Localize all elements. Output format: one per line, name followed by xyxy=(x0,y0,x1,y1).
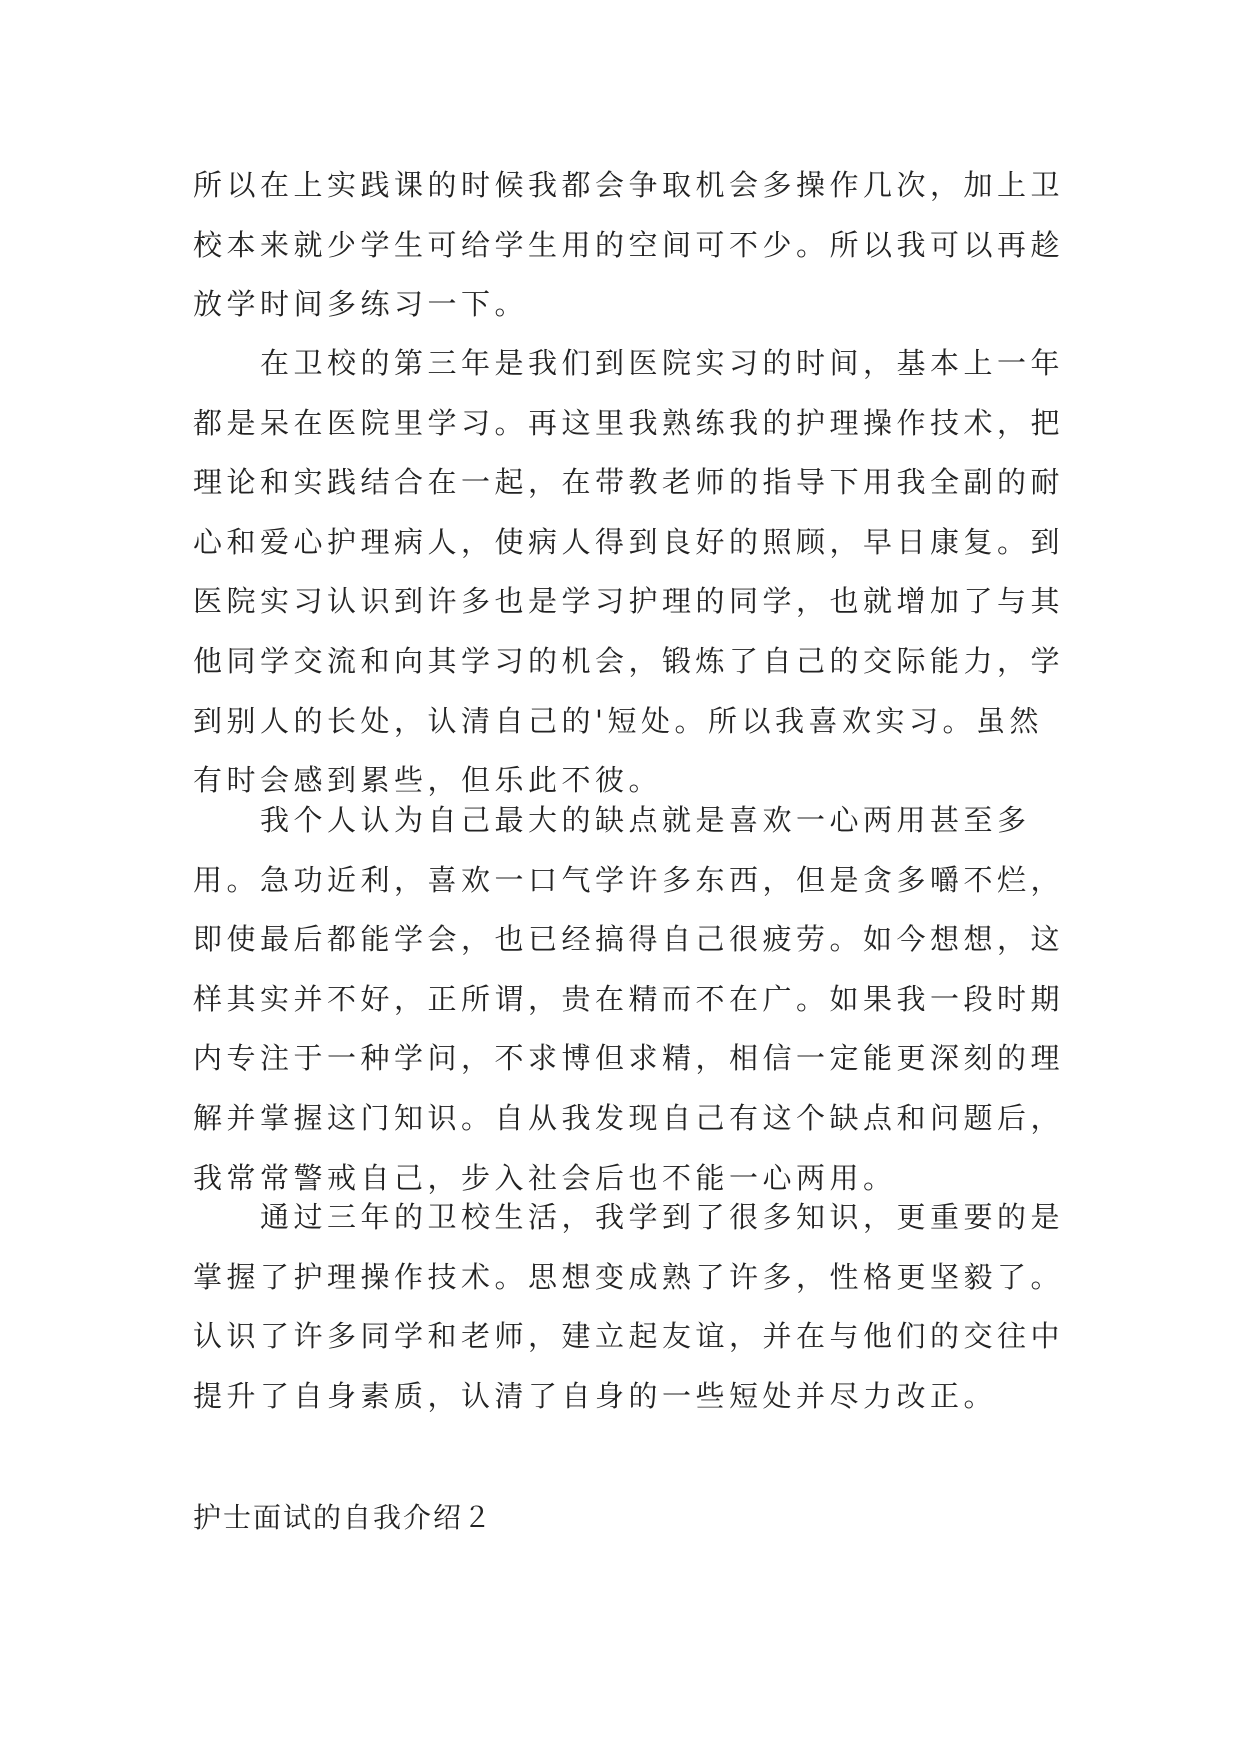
text-line: 有时会感到累些，但乐此不彼。 xyxy=(193,763,663,798)
text-line: 我常常警戒自己，步入社会后也不能一心两用。 xyxy=(193,1160,897,1195)
text-line: 解并掌握这门知识。自从我发现自己有这个缺点和问题后， xyxy=(193,1100,1065,1135)
text-line: 掌握了护理操作技术。思想变成熟了许多，性格更坚毅了。 xyxy=(193,1259,1065,1294)
text-line: 放学时间多练习一下。 xyxy=(193,287,529,322)
paragraph-weakness xyxy=(193,791,1065,1208)
text-line: 医院实习认识到许多也是学习护理的同学，也就增加了与其 xyxy=(193,584,1065,619)
text-line: 内专注于一种学问，不求博但求精，相信一定能更深刻的理 xyxy=(193,1041,1065,1076)
text-line: 心和爱心护理病人，使病人得到良好的照顾，早日康复。到 xyxy=(193,524,1065,559)
text-line: 在卫校的第三年是我们到医院实习的时间，基本上一年 xyxy=(193,346,1065,380)
section-heading: 护士面试的自我介绍２ xyxy=(193,1501,494,1534)
paragraph-summary xyxy=(193,1188,1065,1426)
text-line: 所以在上实践课的时候我都会争取机会多操作几次，加上卫 xyxy=(193,168,1065,202)
text-line: 即使最后都能学会，也已经搞得自己很疲劳。如今想想，这 xyxy=(193,922,1065,957)
text-line: 都是呆在医院里学习。再这里我熟练我的护理操作技术，把 xyxy=(193,405,1065,440)
text-line: 提升了自身素质，认清了自身的一些短处并尽力改正。 xyxy=(193,1378,998,1413)
text-line: 样其实并不好，正所谓，贵在精而不在广。如果我一段时期 xyxy=(193,981,1065,1016)
text-line: 认识了许多同学和老师，建立起友谊，并在与他们的交往中 xyxy=(193,1319,1065,1354)
text-line: 用。急功近利，喜欢一口气学许多东西，但是贪多嚼不烂， xyxy=(193,862,1065,897)
paragraph-internship xyxy=(193,334,1065,811)
text-line: 我个人认为自己最大的缺点就是喜欢一心两用甚至多 xyxy=(193,803,1031,837)
text-line: 通过三年的卫校生活，我学到了很多知识，更重要的是 xyxy=(193,1200,1065,1234)
text-line: 理论和实践结合在一起，在带教老师的指导下用我全副的耐 xyxy=(193,465,1065,500)
text-line: 到别人的长处，认清自己的'短处。所以我喜欢实习。虽然 xyxy=(193,703,1043,738)
text-line: 校本来就少学生可给学生用的空间可不少。所以我可以再趁 xyxy=(193,227,1065,262)
paragraph-practice xyxy=(193,156,1065,335)
text-line: 他同学交流和向其学习的机会，锻炼了自己的交际能力，学 xyxy=(193,643,1065,678)
